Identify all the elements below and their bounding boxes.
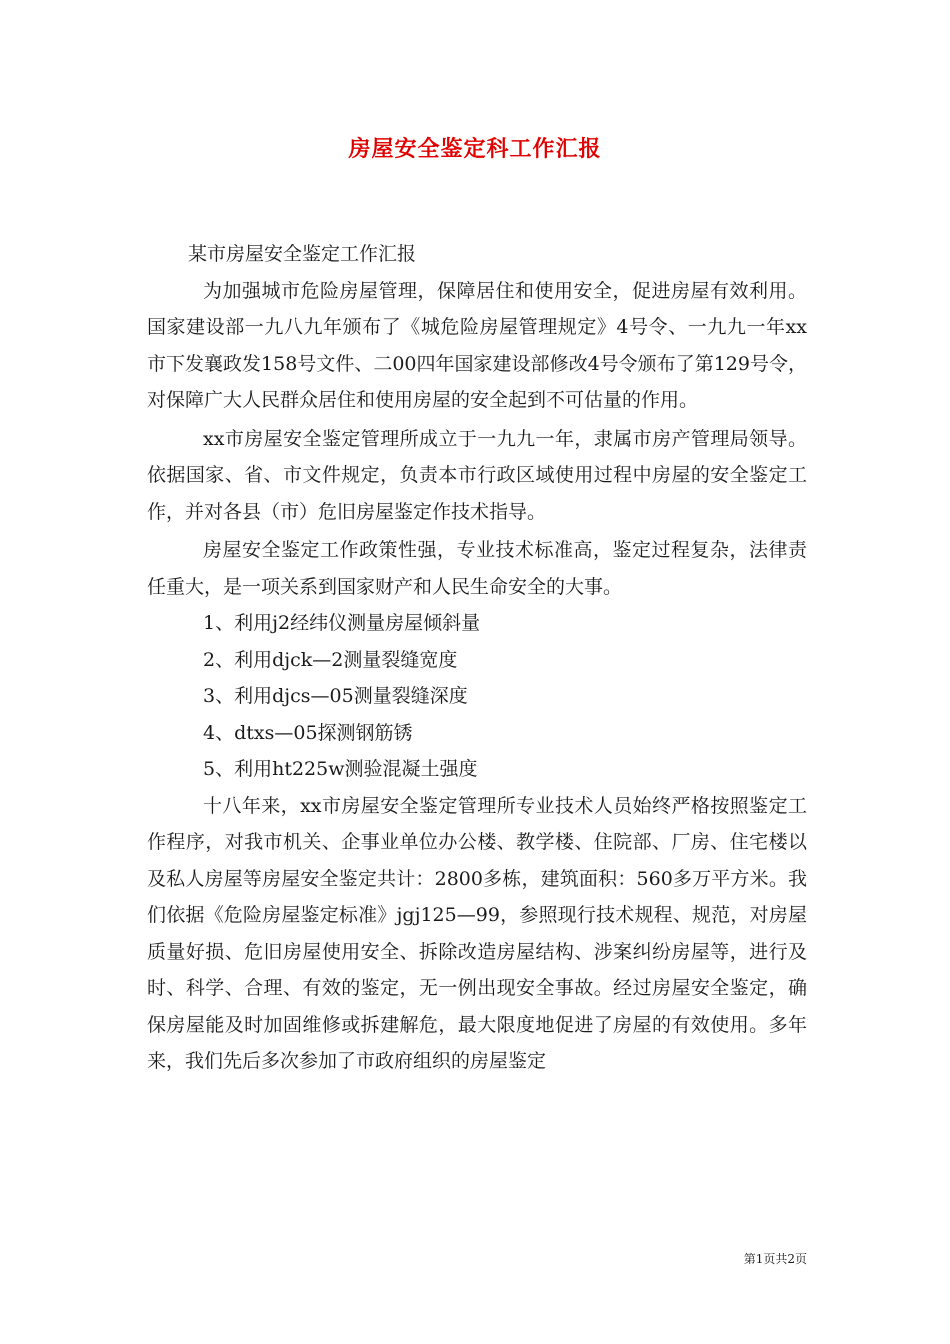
document-title: 房屋安全鉴定科工作汇报 [348,136,602,162]
document-subtitle: 某市房屋安全鉴定工作汇报 [188,243,417,265]
list-item: 3、利用djcs—05测量裂缝深度 [203,685,468,707]
paragraph-3: 房屋安全鉴定工作政策性强，专业技术标准高，鉴定过程复杂，法律责任重大，是一项关系到国家财产和人民生命安全的大事。 [147,539,807,598]
document-body [147,236,807,1080]
closing-paragraph: 十八年来，xx市房屋安全鉴定管理所专业技术人员始终严格按照鉴定工作程序，对我市机关、企事业单位办公楼、教学楼、住院部、厂房、住宅楼以及私人房屋等房屋安全鉴定共计：2800多栋，建筑面积：560多万平方米。我们依据《危险房屋鉴定标准》jgj125—99，参照现行技术规程、规范，对房屋质量好损、危旧房屋使用安全、拆除改造房屋结构、涉案纠纷房屋等，进行及时、科学、合理、有效的鉴定，无一例出现安全事故。经过房屋安全鉴定，确保房屋能及时加固维修或拆建解危，最大限度地促进了房屋的有效使用。多年来，我们先后多次参加了市政府组织的房屋鉴定 [147,794,807,1072]
list-item: 4、dtxs—05探测钢筋锈 [203,721,413,744]
paragraph-2: xx市房屋安全鉴定管理所成立于一九九一年，隶属市房产管理局领导。依据国家、省、市文件规定，负责本市行政区域使用过程中房屋的安全鉴定工作，并对各县（市）危旧房屋鉴定作技术指导。 [147,427,807,523]
paragraph-1: 为加强城市危险房屋管理，保障居住和使用安全，促进房屋有效利用。国家建设部一九八九年颁布了《城危险房屋管理规定》4号令、一九九一年xx市下发襄政发158号文件、二00四年国家建设部修改4号令颁布了第129号令，对保障广大人民群众居住和使用房屋的安全起到不可估量的作用。 [147,279,807,411]
list-item: 2、利用djck—2测量裂缝宽度 [203,648,458,671]
list-item: 5、利用ht225w测验混凝土强度 [203,758,478,780]
list-item: 1、利用j2经纬仪测量房屋倾斜量 [203,612,481,634]
page-number: 第1页共2页 [743,1252,807,1266]
